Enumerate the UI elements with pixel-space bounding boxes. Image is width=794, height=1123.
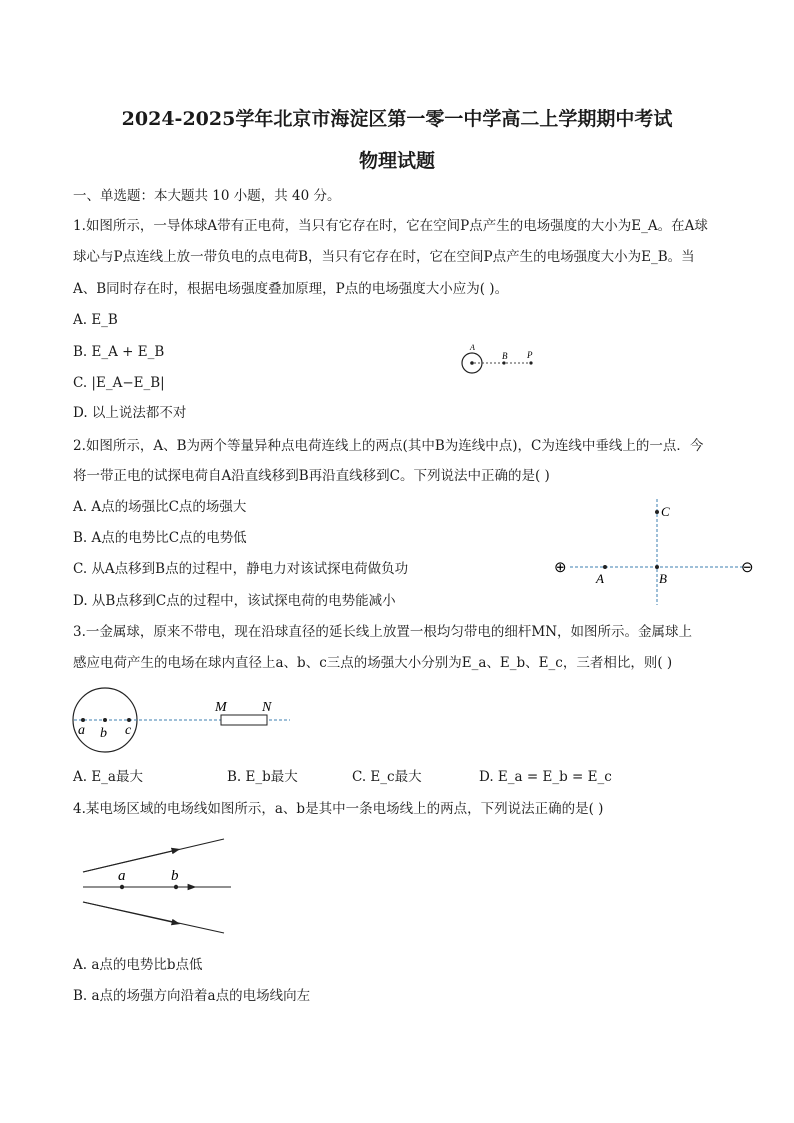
q2-option-a: A. A点的场强比C点的场强大: [73, 499, 247, 515]
q2-label-a: A: [596, 571, 604, 586]
exam-title: 2024-2025学年北京市海淀区第一零一中学高二上学期期中考试: [121, 108, 673, 130]
q1-label-b: B: [502, 351, 508, 361]
q4-figure: [76, 832, 236, 940]
q1-sphere-a-center: [470, 361, 474, 365]
q1-point-b: [502, 361, 505, 364]
q3-option-d: D. E_a = E_b = E_c: [479, 769, 612, 785]
q3-label-a: a: [78, 723, 85, 738]
q2-label-b: B: [659, 571, 667, 586]
q3-point-a: [81, 718, 85, 722]
q1-option-a: A. E_B: [73, 312, 118, 328]
section-header: 一、单选题：本大题共 10 小题，共 40 分。: [73, 188, 341, 204]
q3-label-n: N: [262, 700, 272, 715]
q1-label-p: P: [527, 350, 533, 360]
q2-option-d: D. 从B点移到C点的过程中，该试探电荷的电势能减小: [73, 593, 396, 609]
q1-option-c: C. |E_A−E_B|: [73, 375, 165, 391]
q4-field-line-top-arrow: [83, 850, 176, 872]
q4-option-b: B. a点的场强方向沿着a点的电场线向左: [73, 988, 311, 1004]
q1-label-a: A: [470, 343, 475, 352]
q4-point-a: [120, 885, 124, 889]
q2-negative-charge: ⊖: [741, 560, 754, 576]
q2-point-a: [603, 565, 607, 569]
q3-option-b: B. E_b最大: [227, 769, 298, 785]
q4-line-1: 4.某电场区域的电场线如图所示，a、b是其中一条电场线上的两点，下列说法正确的是( ): [73, 801, 604, 817]
q2-line-1: 2.如图所示，A、B为两个等量异种点电荷连线上的两点(其中B为连线中点)，C为连线中垂线上的一点．今: [73, 438, 704, 454]
q2-positive-charge: ⊕: [554, 560, 567, 576]
q1-option-b: B. E_A + E_B: [73, 344, 165, 360]
q2-point-b: [655, 565, 659, 569]
q2-option-c: C. 从A点移到B点的过程中，静电力对该试探电荷做负功: [73, 561, 409, 577]
q3-point-c: [127, 718, 131, 722]
q4-point-b: [174, 885, 178, 889]
q1-line-3: A、B同时存在时，根据电场强度叠加原理，P点的电场强度大小应为( )。: [73, 281, 509, 297]
q1-point-p: [529, 361, 532, 364]
q2-option-b: B. A点的电势比C点的电势低: [73, 530, 247, 546]
exam-subtitle: 物理试题: [358, 150, 435, 172]
q1-line-1: 1.如图所示，一导体球A带有正电荷，当只有它存在时，它在空间P点产生的电场强度的大小为E_A。在A球: [73, 218, 708, 234]
q2-label-c: C: [661, 504, 670, 519]
q4-option-a: A. a点的电势比b点低: [73, 957, 203, 973]
q2-point-c: [655, 510, 659, 514]
q4-label-a: a: [118, 868, 126, 884]
q1-figure: [455, 340, 555, 380]
q2-figure: [548, 495, 763, 610]
q3-line-2: 感应电荷产生的电场在球内直径上a、b、c三点的场强大小分别为E_a、E_b、E_c，三者相比，则( ): [73, 655, 673, 671]
q3-option-a: A. E_a最大: [73, 769, 143, 785]
q3-label-b: b: [100, 726, 107, 741]
q3-line-1: 3.一金属球，原来不带电，现在沿球直径的延长线上放置一根均匀带电的细杆MN，如图所示。金属球上: [73, 624, 693, 640]
q3-label-m: M: [215, 700, 227, 715]
q3-point-b: [103, 718, 107, 722]
q4-label-b: b: [171, 868, 179, 884]
q3-rod-mn: [221, 715, 267, 725]
q1-option-d: D. 以上说法都不对: [73, 405, 187, 421]
q2-line-2: 将一带正电的试探电荷自A沿直线移到B再沿直线移到C。下列说法中正确的是( ): [73, 468, 550, 484]
q3-figure: [68, 684, 298, 756]
q4-field-line-bottom-arrow: [83, 902, 176, 923]
q3-option-c: C. E_c最大: [352, 769, 422, 785]
q1-line-2: 球心与P点连线上放一带负电的点电荷B，当只有它存在时，它在空间P点产生的电场强度大小为E_B。当: [73, 249, 695, 265]
q3-label-c: c: [125, 723, 132, 738]
